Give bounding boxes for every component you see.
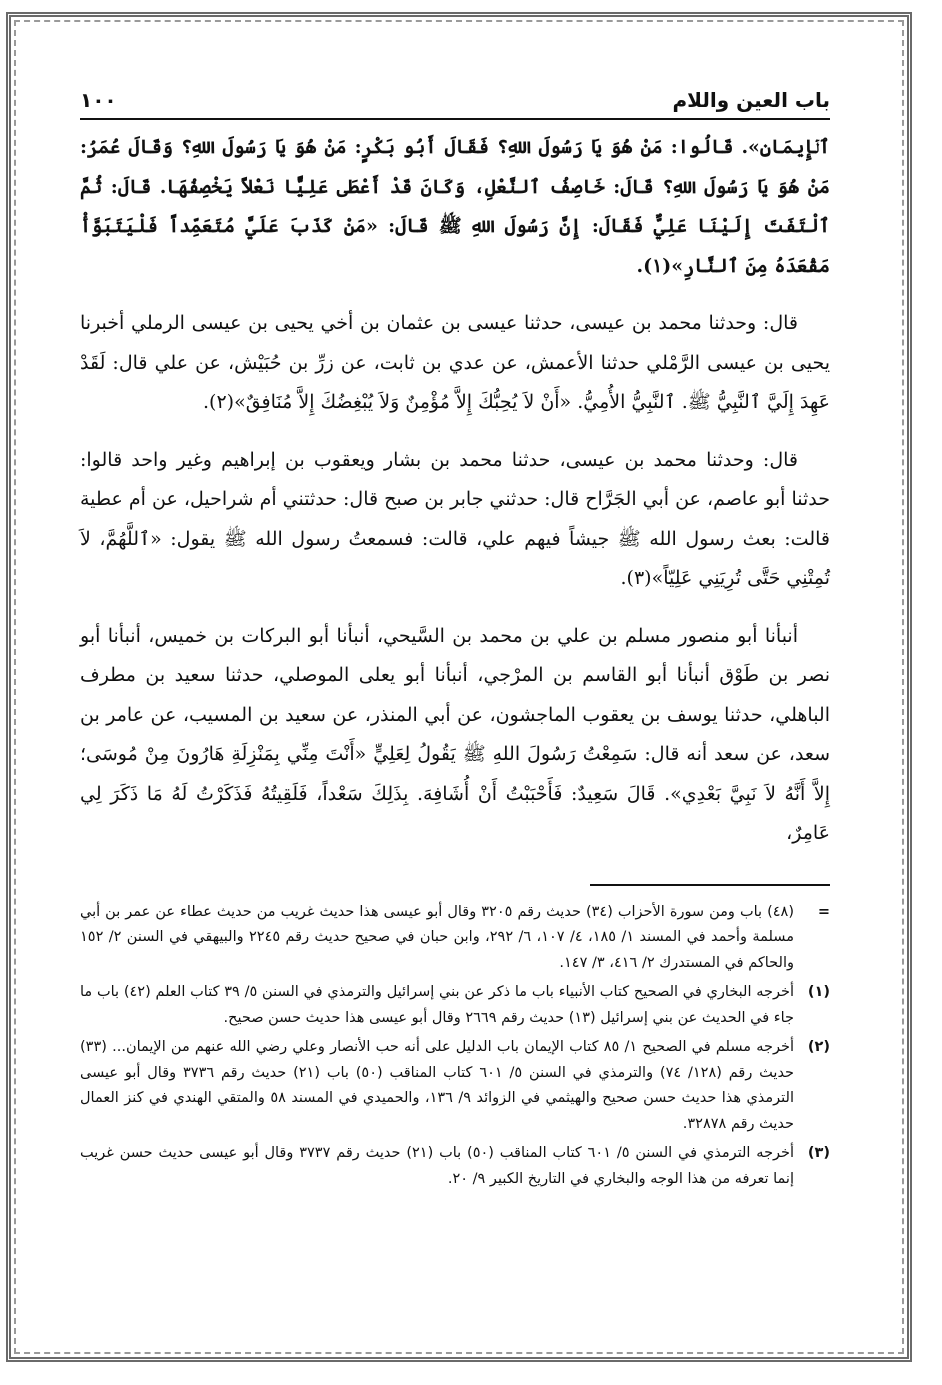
footnote-text: (٤٨) باب ومن سورة الأحزاب (٣٤) حديث رقم ٣٢٠٥ وقال أبو عيسى هذا حديث غريب من حديث عطاء عن عمر بن أبي مسلمة وأحمد في المسند ١/ ١٨٥، ٤/ ١٠٧، ٦/ ٢٩٢، وابن حبان في صحيح حديث رقم ٢٢٤٥ والبيهقي في السنن ٢/ ١٥٢ والحاكم في المستدرك ٢/ ٤١٦، ٣/ ١٤٧. [80,903,794,971]
footnote [80,980,830,1031]
footnote-label: = [817,903,830,920]
paragraph: قال: وحدثنا محمد بن عيسى، حدثنا عيسى بن عثمان بن أخي يحيى بن عيسى الرملي أخبرنا يحيى بن عيسى الرَّمْلي حدثنا الأعمش، عن عدي بن ثابت، عن زرِّ بن حُبَيْش، عن علي قال: لَقَدْ عَهِدَ إِلَيَّ ٱلنَّبِيُّ ﷺ. ٱلنَّبِيُّ الأُمِيُّ. «أَنْ لاَ يُحِبُّكَ إِلاَّ مُؤْمِنٌ وَلاَ يُبْغِضُكَ إِلاَّ مُنَافِقٌ»(٢). [80,312,830,413]
footnote [80,1141,830,1192]
footnote [80,900,830,977]
footnotes [80,900,830,1193]
page-number: ١٠٠ [80,88,117,112]
running-header [80,82,830,120]
paragraph: قال: وحدثنا محمد بن عيسى، حدثنا محمد بن بشار ويعقوب بن إبراهيم وغير واحد قالوا: حدثنا أبو عاصم، عن أبي الجَرَّاح قال: حدثني جابر بن صبح قال: حدثتني أم شراحيل، عن أم عطية قالت: بعث رسول الله ﷺ جيشاً فيهم علي، قالت: فسمعتُ رسول الله ﷺ يقول: «ٱللَّهُمَّ، لاَ تُمِتْنِي حَتَّى تُرِيَنِي عَلِيّاً»(٣). [80,448,830,589]
footnote-text: أخرجه البخاري في الصحيح كتاب الأنبياء باب ما ذكر عن بني إسرائيل والترمذي في السنن ٥/ ٣٩ كتاب العلم (٤٢) باب ما جاء في الحديث عن بني إسرائيل (١٣) حديث رقم ٢٦٦٩ وقال أبو عيسى هذا حديث حسن صحيح. [80,984,794,1026]
footnote [80,1035,830,1137]
book-page [80,82,830,1342]
footnote-label: (٢) [807,1039,830,1055]
paragraph: أنبأنا أبو منصور مسلم بن علي بن محمد بن السَّيحي، أنبأنا أبو البركات بن خميس، أنبأنا أبو نصر بن طَوْق أنبأنا أبو القاسم بن المرْجي، أنبأنا أبو يعلى الموصلي، حدثنا سعيد بن مطرف الباهلي، حدثنا يوسف بن يعقوب الماجشون، عن أبي المنذر، عن سعيد بن المسيب، عن عامر بن سعد، عن سعد أنه قال: سَمِعْتُ رَسُولَ اللهِ ﷺ يَقُولُ لِعَلِيٍّ «أَنْتَ مِنِّي بِمَنْزِلَةِ هَارُونَ مِنْ مُوسَى؛ إِلاَّ أَنَّهُ لاَ نَبِيَّ بَعْدِي». قَالَ سَعِيدٌ: فَأَحْبَبْتُ أَنْ أُشَافِهَ. بِذَلِكَ سَعْداً، فَلَقِيتُهُ فَذَكَرْتُ لَهُ مَا ذَكَرَ لِي عَامِرٌ، [80,624,830,844]
paragraph: ٱلۡإِيمَانِ». قَالُوا: مَنْ هُوَ يَا رَسُولَ اللهِ؟ فَقَالَ أَبُو بَكْرٍ: مَنْ هُوَ يَا رَسُولَ اللهِ؟ وَقَالَ عُمَرُ: مَنْ هُوَ يَا رَسُولَ اللهِ؟ قَالَ: خَاصِفُ ٱلنَّعْلِ، وَكَانَ قَدْ أَعْطَى عَلِيًّا نَعْلاً يَخْصِفُهَا. قَالَ: ثُمَّ ٱلْتَفَتَ إِلَيْنَا عَلِيٌّ فَقَالَ: إِنَّ رَسُولَ اللهِ ﷺ قَالَ: «مَنْ كَذَبَ عَلَيَّ مُتَعَمِّداً فَلْيَتَبَوَّأْ مَقْعَدَهُ مِنَ ٱلنَّارِ»(١). [80,136,830,277]
main-text [80,128,830,854]
footnote-label: (٣) [807,1145,830,1161]
footnote-text: أخرجه الترمذي في السنن ٥/ ٦٠١ كتاب المناقب (٥٠) باب (٢١) حديث رقم ٣٧٣٧ وقال أبو عيسى حديث حسن غريب إنما تعرفه من هذا الوجه والبخاري في التاريخ الكبير ٩/ ٢٠. [80,1145,795,1187]
footnote-separator [590,884,830,886]
chapter-title: باب العين واللام [672,88,830,112]
footnote-text: أخرجه مسلم في الصحيح ١/ ٨٥ كتاب الإيمان باب الدليل على أنه حب الأنصار وعلي رضي الله عنهم من الإيمان... (٣٣) حديث رقم (١٢٨/ ٧٤) والترمذي في السنن ٥/ ٦٠١ كتاب المناقب (٥٠) باب (٢١) حديث رقم ٣٧٣٦ وقال أبو عيسى الترمذي هذا حديث حسن صحيح والهيثمي في الزوائد ٩/ ١٣٦، والحميدي في المسند ٥٨ والمتقي الهندي في كنز العمال حديث رقم ٣٢٨٧٨. [80,1039,795,1132]
footnote-label: (١) [807,984,830,1000]
